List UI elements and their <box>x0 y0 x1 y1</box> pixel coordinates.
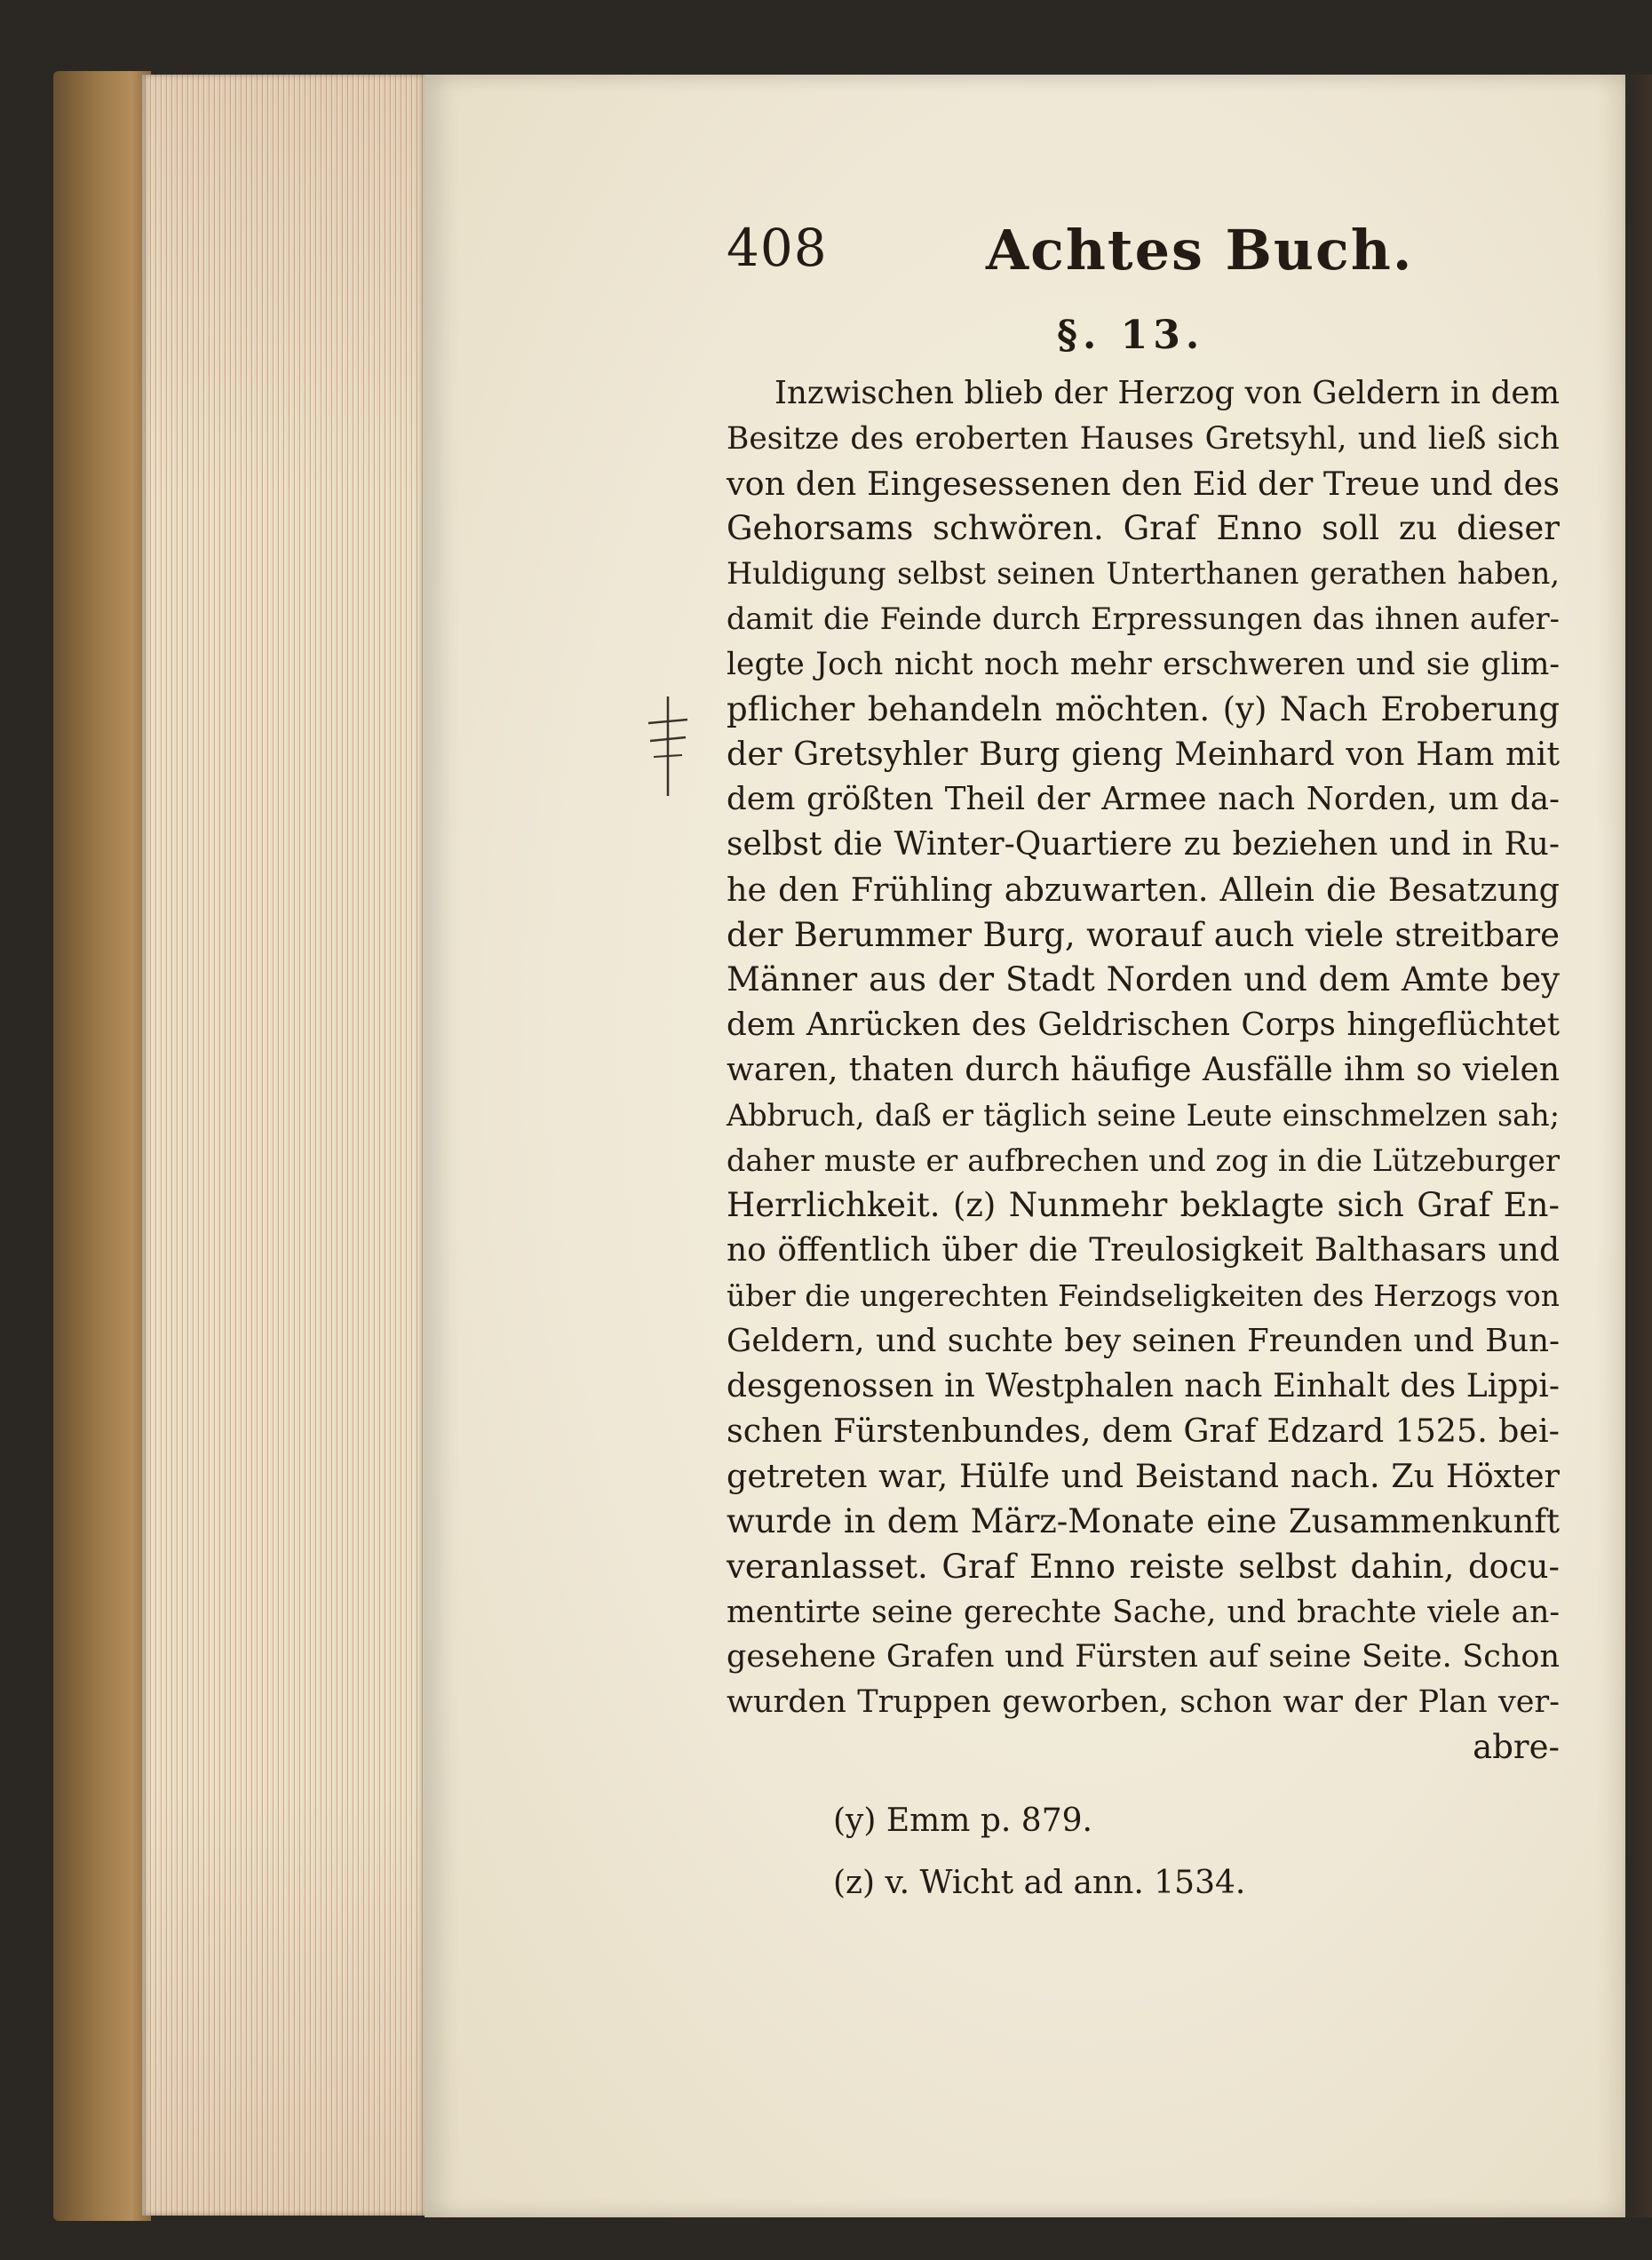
section-heading: §. 13. <box>1057 313 1205 358</box>
text-line: Geldern, und suchte bey seinen Freunden und Bun- <box>727 1322 1560 1359</box>
text-line: schen Fürstenbundes, dem Graf Edzard 1525. bei- <box>727 1412 1560 1451</box>
text-line: über die ungerechten Feindseligkeiten des Herzogs von <box>727 1277 1560 1313</box>
page-gutter-shadow <box>1620 75 1652 2217</box>
text-line: dem Anrücken des Geldrischen Corps hingeflüchtet <box>727 1007 1560 1044</box>
text-line: abre- <box>1473 1727 1560 1766</box>
book-binding <box>53 71 151 2221</box>
text-line: no öffentlich über die Treulosigkeit Balthasars und <box>727 1232 1560 1269</box>
text-line: wurden Truppen geworben, schon war der Plan ver- <box>727 1684 1560 1721</box>
text-line: legte Joch nicht noch mehr erschweren und sie glim- <box>727 646 1560 682</box>
text-line: der Berummer Burg, worauf auch viele streitbare <box>727 915 1560 954</box>
text-line: selbst die Winter-Quartiere zu beziehen und in Ru- <box>727 825 1560 863</box>
running-title: Achtes Buch. <box>986 218 1414 282</box>
text-line: gesehene Grafen und Fürsten auf seine Seite. Schon <box>727 1639 1560 1675</box>
text-line: von den Eingesessenen den Eid der Treue und des <box>727 464 1560 503</box>
text-line: veranlasset. Graf Enno reiste selbst dahin, docu- <box>727 1547 1560 1586</box>
text-line: mentirte seine gerechte Sache, und brachte viele an- <box>727 1594 1560 1630</box>
text-line: Besitze des eroberten Hauses Gretsyhl, und ließ sich <box>727 420 1560 457</box>
text-line: waren, thaten durch häufige Ausfälle ihm so vielen <box>727 1051 1560 1088</box>
text-line: getreten war, Hülfe und Beistand nach. Zu Höxter <box>727 1457 1560 1496</box>
text-line: Männer aus der Stadt Norden und dem Amte bey <box>727 960 1560 999</box>
text-line: der Gretsyhler Burg gieng Meinhard von Ham mit <box>727 735 1560 774</box>
text-line: wurde in dem März-Monate eine Zusammenkunft <box>727 1501 1560 1540</box>
text-line: Gehorsams schwören. Graf Enno soll zu dieser <box>727 509 1560 548</box>
text-line: he den Frühling abzuwarten. Allein die Besatzung <box>727 870 1560 909</box>
text-line: Herrlichkeit. (z) Nunmehr beklagte sich Graf En- <box>727 1186 1560 1225</box>
footnote-y: (y) Emm p. 879. <box>833 1802 1092 1839</box>
text-line: Abbruch, daß er täglich seine Leute einschmelzen sah; <box>727 1097 1560 1133</box>
text-line: pflicher behandeln möchten. (y) Nach Eroberung <box>727 689 1560 728</box>
page-fore-edges <box>142 75 426 2216</box>
text-line: dem größten Theil der Armee nach Norden, um da- <box>727 781 1560 818</box>
footnote-z: (z) v. Wicht ad ann. 1534. <box>833 1865 1246 1901</box>
footnotes <box>833 1790 1366 1914</box>
text-line: daher muste er aufbrechen und zog in die Lützeburger <box>727 1142 1560 1178</box>
text-line: Inzwischen blieb der Herzog von Geldern in dem <box>774 375 1560 411</box>
text-line: desgenossen in Westphalen nach Einhalt des Lippi- <box>727 1367 1560 1405</box>
body-text <box>727 371 1560 1771</box>
text-line: Huldigung selbst seinen Unterthanen gerathen haben, <box>727 556 1560 592</box>
text-line: damit die Feinde durch Erpressungen das ihnen aufer- <box>727 601 1560 636</box>
handwritten-cross-mark-icon <box>641 693 695 800</box>
page-number: 408 <box>727 218 828 278</box>
running-head <box>727 218 1615 289</box>
